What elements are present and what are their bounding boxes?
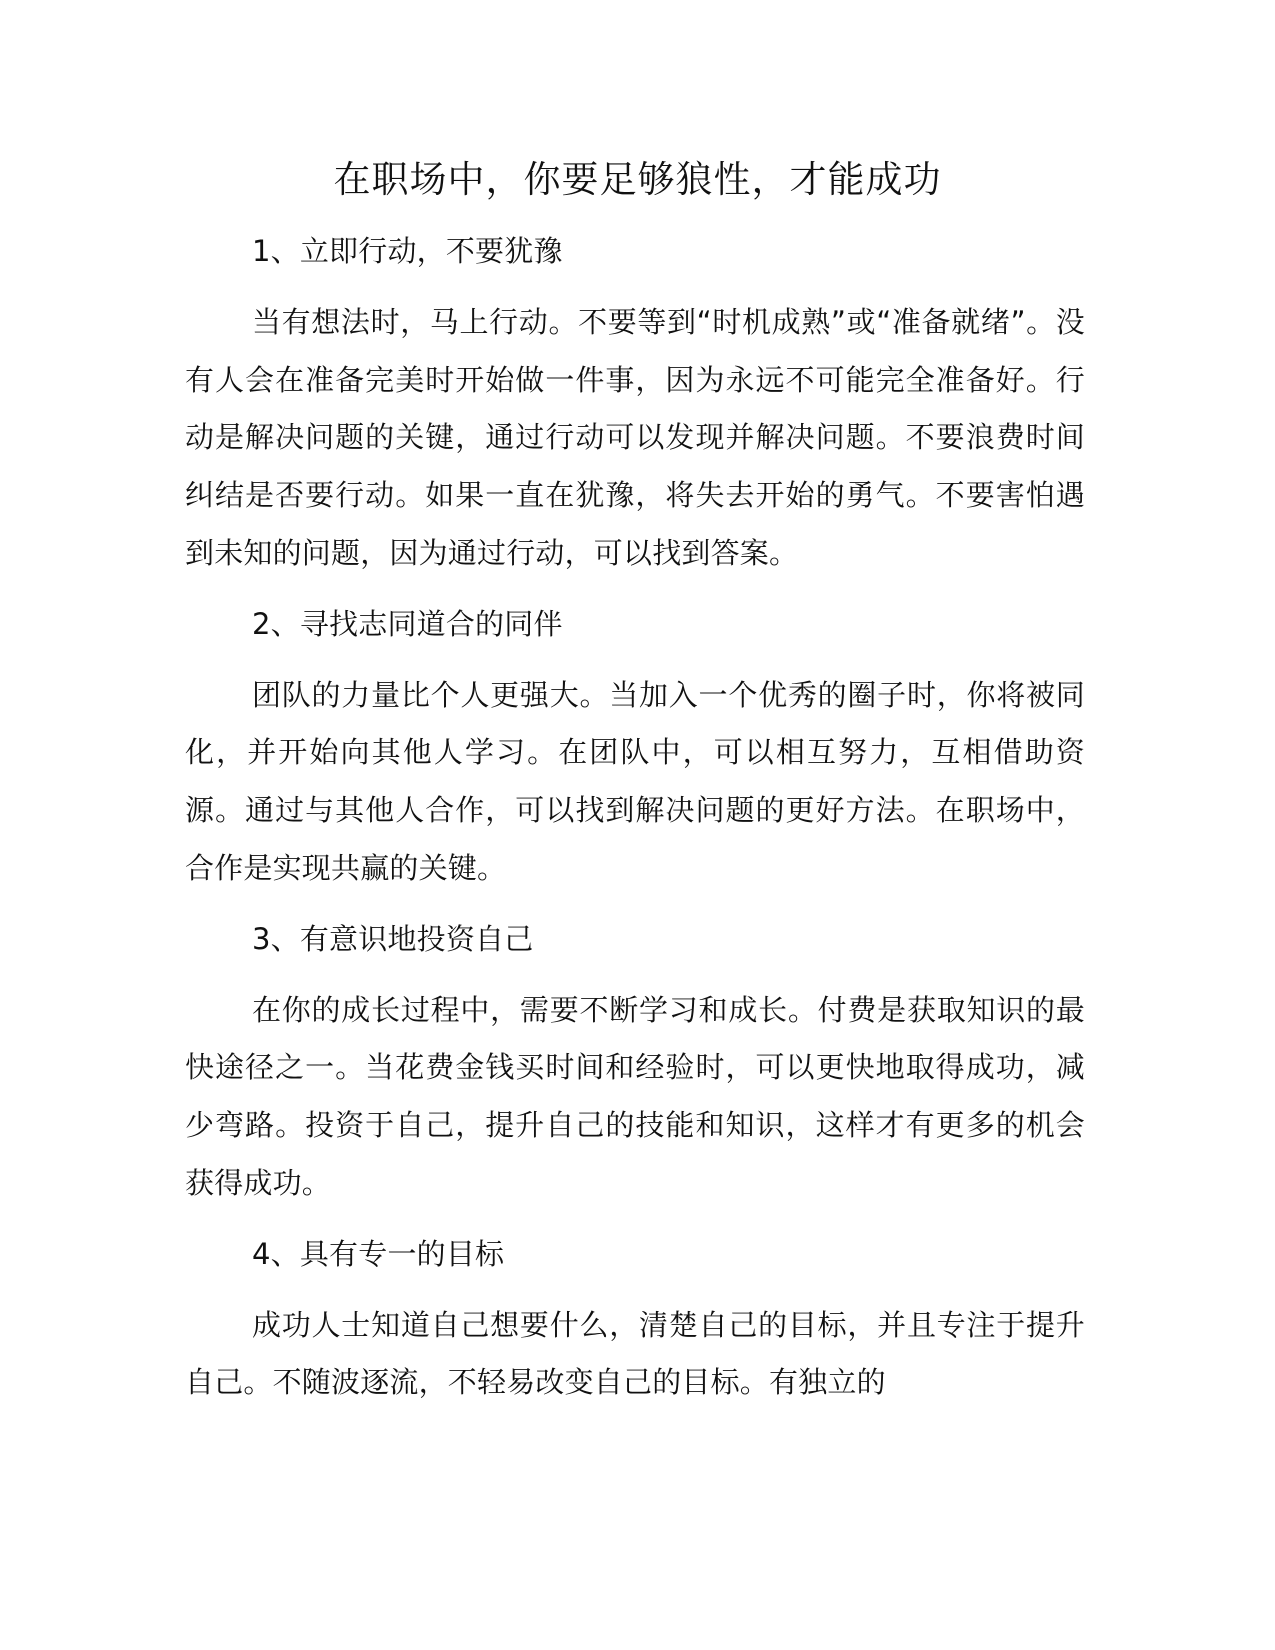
section-heading-3: 3、有意识地投资自己 <box>252 921 534 956</box>
document-body <box>185 223 1085 1425</box>
section-paragraph-4: 成功人士知道自己想要什么，清楚自己的目标，并且专注于提升自己。不随波逐流，不轻易改变自己的目标。有独立的 <box>185 1307 1085 1400</box>
section-paragraph-3: 在你的成长过程中，需要不断学习和成长。付费是获取知识的最快途径之一。当花费金钱买时间和经验时，可以更快地取得成功，减少弯路。投资于自己，提升自己的技能和知识，这样才有更多的机会获得成功。 <box>185 992 1085 1200</box>
section-heading-2: 2、寻找志同道合的同伴 <box>252 606 563 641</box>
section-paragraph-2: 团队的力量比个人更强大。当加入一个优秀的圈子时，你将被同化，并开始向其他人学习。在团队中，可以相互努力，互相借助资源。通过与其他人合作，可以找到解决问题的更好方法。在职场中，合作是实现共赢的关键。 <box>185 677 1085 885</box>
section-heading-1: 1、立即行动，不要犹豫 <box>252 234 563 268</box>
section-heading-4: 4、具有专一的目标 <box>252 1236 505 1271</box>
document-title: 在职场中，你要足够狼性，才能成功 <box>333 158 942 201</box>
section-paragraph-1: 当有想法时，马上行动。不要等到“时机成熟”或“准备就绪”。没有人会在准备完美时开始做一件事，因为永远不可能完全准备好。行动是解决问题的关键，通过行动可以发现并解决问题。不要浪费时间纠结是否要行动。如果一直在犹豫，将失去开始的勇气。不要害怕遇到未知的问题，因为通过行动，可以找到答案。 <box>185 304 1085 570</box>
